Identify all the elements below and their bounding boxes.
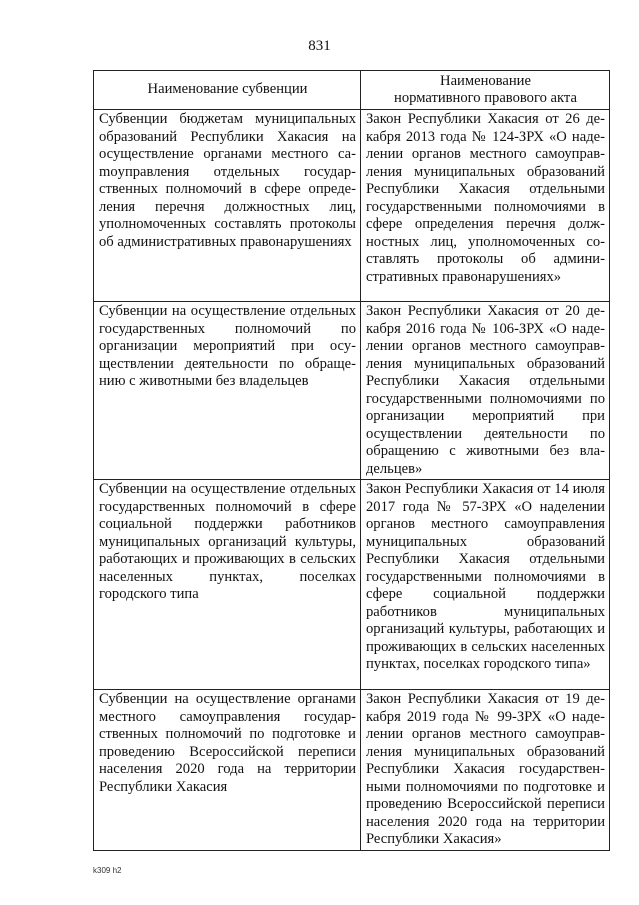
table-header-row: [94, 71, 610, 110]
subvention-name-cell: Субвенции бюджетам муниципальных образований Республики Хакасия на осуществление органами местного саmoуправления отдельных государственных полномочий в сфере определения перечня должностных лиц, уполномоченных составлять протоколы об административных правонарушениях: [94, 110, 361, 302]
table-row: [94, 480, 610, 690]
subvention-name-cell: Субвенции на осуществление органами местного самоуправления государственных полномочий по подготовке и проведению Всероссийской переписи населения 2020 года на территории Республики Хакасия: [94, 690, 361, 851]
document-code: k309 h2: [93, 866, 122, 875]
legal-act-cell: Закон Республики Хакасия от 14 июля 2017 года № 57-ЗРХ «О наделении органов местного самоуправления муниципальных образований Республики Хакасия отдельными государственными полномочиями в сфере социальной поддержки работников муниципальных организаций культуры, работающих и проживающих в сельских населенных пунктах, поселках городского типа»: [361, 480, 610, 690]
subvention-name-cell: Субвенции на осуществление отдельных государственных полномочий по организации мероприятий при осуществлении деятельности по обращению с животными без владельцев: [94, 302, 361, 480]
header-legal-act-name: Наименование нормативного правового акта: [361, 71, 610, 110]
legal-act-cell: Закон Республики Хакасия от 19 декабря 2019 года № 99-ЗРХ «О наделении органов местного самоуправления муниципальных образований Республики Хакасия государственными полномочиями по подготовке и проведению Всероссийской переписи населения 2020 года на территории Республики Хакасия»: [361, 690, 610, 851]
header-subvention-name: Наименование субвенции: [94, 71, 361, 110]
table-row: [94, 690, 610, 851]
table-row: [94, 110, 610, 302]
legal-act-cell: Закон Республики Хакасия от 20 декабря 2016 года № 106-ЗРХ «О наделении органов местного самоуправления муниципальных образований Республики Хакасия отдельными государственными полномочиями по организации мероприятий при осуществлении деятельности по обращению с животными без владельцев»: [361, 302, 610, 480]
subvention-name-cell: Субвенции на осуществление отдельных государственных полномочий в сфере социальной поддержки работников муниципальных организаций культуры, работающих и проживающих в сельских населенных пунктах, поселках городского типа: [94, 480, 361, 690]
table-row: [94, 302, 610, 480]
page-number: 831: [308, 38, 331, 54]
subventions-table: [93, 70, 610, 851]
legal-act-cell: Закон Республики Хакасия от 26 декабря 2013 года № 124-ЗРХ «О наделении органов местного самоуправления муниципальных образований Республики Хакасия отдельными государственными полномочиями в сфере определения перечня должностных лиц, уполномоченных составлять протоколы об административных правонарушениях»: [361, 110, 610, 302]
